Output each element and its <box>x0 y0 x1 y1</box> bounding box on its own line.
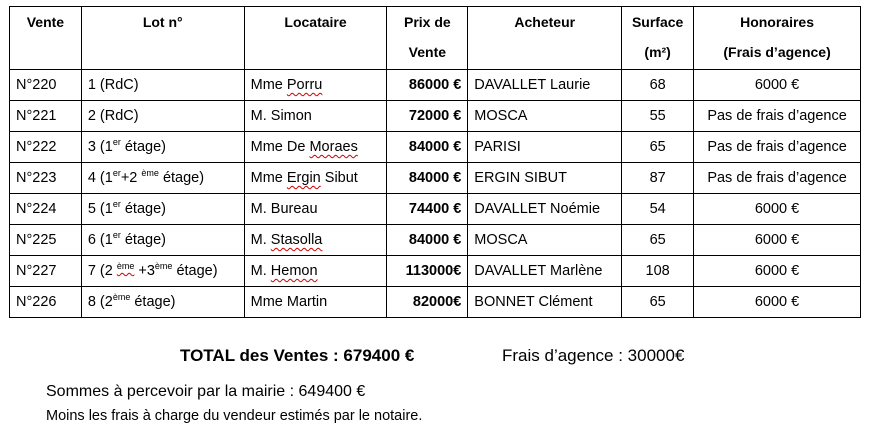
cell-acheteur: DAVALLET Marlène <box>468 256 622 287</box>
table-row <box>10 287 861 318</box>
cell-prix: 72000 € <box>387 101 468 132</box>
table-row <box>10 101 861 132</box>
cell-prix: 86000 € <box>387 70 468 101</box>
cell-honoraires: 6000 € <box>694 70 861 101</box>
cell-acheteur: ERGIN SIBUT <box>468 163 622 194</box>
cell-locataire: Mme De Moraes <box>244 132 387 163</box>
cell-vente: N°220 <box>10 70 82 101</box>
cell-prix: 82000€ <box>387 287 468 318</box>
cell-locataire: M. Simon <box>244 101 387 132</box>
table-row <box>10 225 861 256</box>
cell-acheteur: MOSCA <box>468 101 622 132</box>
cell-locataire: Mme Ergin Sibut <box>244 163 387 194</box>
cell-acheteur: DAVALLET Laurie <box>468 70 622 101</box>
cell-lot: 5 (1er étage) <box>81 194 244 225</box>
header-locataire: Locataire <box>244 7 387 70</box>
cell-acheteur: BONNET Clément <box>468 287 622 318</box>
cell-locataire: Mme Porru <box>244 70 387 101</box>
cell-lot: 3 (1er étage) <box>81 132 244 163</box>
cell-locataire: Mme Martin <box>244 287 387 318</box>
cell-locataire: M. Hemon <box>244 256 387 287</box>
cell-surface: 54 <box>622 194 694 225</box>
table-row <box>10 70 861 101</box>
cell-surface: 108 <box>622 256 694 287</box>
table-row <box>10 163 861 194</box>
cell-locataire: M. Bureau <box>244 194 387 225</box>
cell-vente: N°226 <box>10 287 82 318</box>
cell-prix: 113000€ <box>387 256 468 287</box>
cell-lot: 8 (2ème étage) <box>81 287 244 318</box>
header-vente: Vente <box>10 7 82 70</box>
total-sales: TOTAL des Ventes : 679400 € <box>180 346 415 365</box>
cell-vente: N°221 <box>10 101 82 132</box>
cell-surface: 65 <box>622 225 694 256</box>
cell-surface: 87 <box>622 163 694 194</box>
cell-surface: 65 <box>622 132 694 163</box>
table-row <box>10 132 861 163</box>
cell-surface: 55 <box>622 101 694 132</box>
cell-lot: 7 (2 $^{ème}$ +3ème étage) <box>81 256 244 287</box>
notary-note: Moins les frais à charge du vendeur estimés par le notaire. <box>46 408 423 424</box>
cell-prix: 74400 € <box>387 194 468 225</box>
header-surface: Surface (m²) <box>622 7 694 70</box>
cell-vente: N°227 <box>10 256 82 287</box>
cell-vente: N°225 <box>10 225 82 256</box>
cell-acheteur: MOSCA <box>468 225 622 256</box>
cell-lot: 2 (RdC) <box>81 101 244 132</box>
header-honoraires: Honoraires (Frais d’agence) <box>694 7 861 70</box>
header-row <box>10 7 861 70</box>
cell-honoraires: 6000 € <box>694 256 861 287</box>
cell-honoraires: 6000 € <box>694 194 861 225</box>
header-prix: Prix de Vente <box>387 7 468 70</box>
cell-surface: 65 <box>622 287 694 318</box>
cell-prix: 84000 € <box>387 132 468 163</box>
sales-table <box>9 6 861 318</box>
cell-vente: N°224 <box>10 194 82 225</box>
cell-vente: N°223 <box>10 163 82 194</box>
cell-lot: 6 (1er étage) <box>81 225 244 256</box>
town-hall-amount: Sommes à percevoir par la mairie : 649400 € <box>46 383 366 400</box>
header-lot: Lot n° <box>81 7 244 70</box>
cell-locataire: M. Stasolla <box>244 225 387 256</box>
header-acheteur: Acheteur <box>468 7 622 70</box>
cell-honoraires: Pas de frais d’agence <box>694 132 861 163</box>
cell-prix: 84000 € <box>387 163 468 194</box>
cell-honoraires: 6000 € <box>694 287 861 318</box>
cell-lot: 4 (1er+2 $^{ème}$ étage) <box>81 163 244 194</box>
cell-acheteur: DAVALLET Noémie <box>468 194 622 225</box>
table-row <box>10 194 861 225</box>
cell-acheteur: PARISI <box>468 132 622 163</box>
cell-honoraires: Pas de frais d’agence <box>694 163 861 194</box>
cell-lot: 1 (RdC) <box>81 70 244 101</box>
cell-surface: 68 <box>622 70 694 101</box>
cell-vente: N°222 <box>10 132 82 163</box>
cell-honoraires: 6000 € <box>694 225 861 256</box>
cell-prix: 84000 € <box>387 225 468 256</box>
cell-honoraires: Pas de frais d’agence <box>694 101 861 132</box>
agency-fees-total: Frais d’agence : 30000€ <box>502 346 685 365</box>
table-row <box>10 256 861 287</box>
